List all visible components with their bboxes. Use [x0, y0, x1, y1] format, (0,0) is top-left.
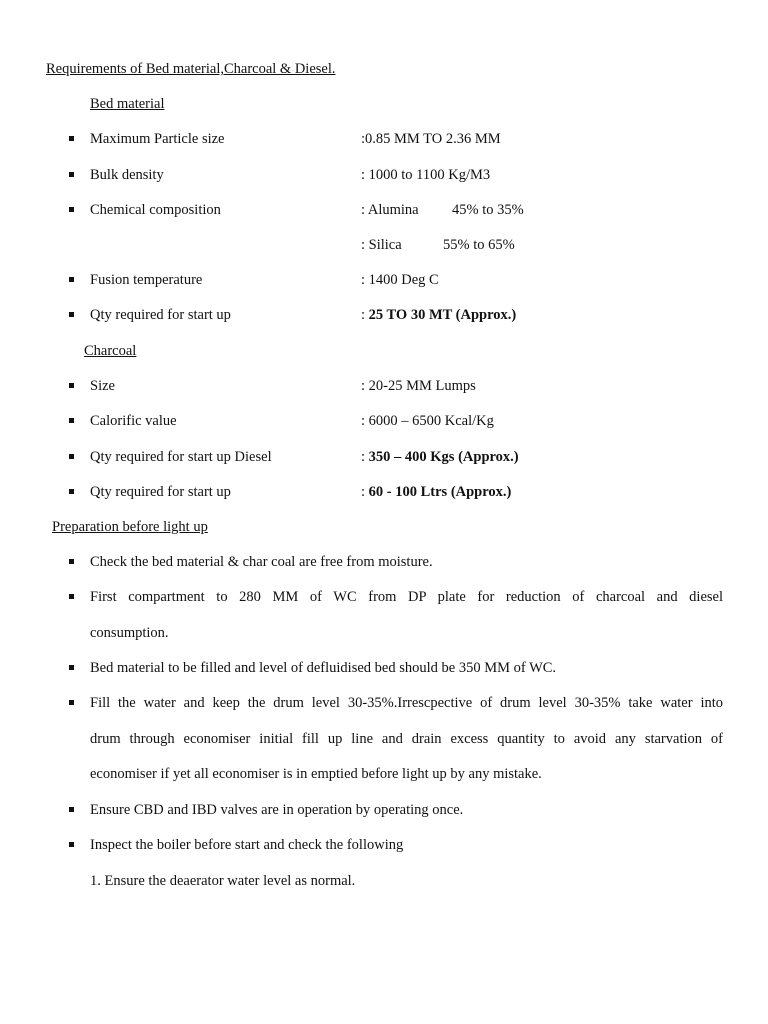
charcoal-title: Charcoal	[84, 343, 137, 359]
bullet-icon	[69, 454, 74, 459]
value-bold: 350 – 400 Kgs (Approx.)	[368, 449, 519, 465]
bullet-icon	[69, 136, 74, 141]
numbered-item: 1. Ensure the deaerator water level as normal.	[90, 873, 356, 889]
prep-item-continuation: consumption.	[90, 625, 169, 641]
charcoal-row-value: : 6000 – 6500 Kcal/Kg	[361, 413, 494, 429]
bullet-icon	[69, 172, 74, 177]
prep-item: Inspect the boiler before start and check the following	[90, 837, 404, 853]
bullet-icon	[69, 312, 74, 317]
bullet-icon	[69, 559, 74, 564]
bullet-icon	[69, 207, 74, 212]
document-heading: Requirements of Bed material,Charcoal & Diesel.	[46, 61, 336, 77]
value-prefix: :	[361, 307, 369, 323]
bullet-icon	[69, 842, 74, 847]
prep-item: Check the bed material & char coal are free from moisture.	[90, 554, 433, 570]
bullet-icon	[69, 277, 74, 282]
prep-item-continuation: drum through economiser initial fill up line and drain excess quantity to avoid any starvation of	[90, 731, 723, 747]
bullet-icon	[69, 665, 74, 670]
bed-row-label: Maximum Particle size	[90, 131, 225, 147]
bed-row-extra: 45% to 35%	[452, 202, 524, 218]
bed-row-label: Bulk density	[90, 167, 164, 183]
value-bold: 25 TO 30 MT (Approx.)	[368, 307, 517, 323]
bed-row-value: : Silica	[361, 237, 402, 253]
preparation-title: Preparation before light up	[52, 519, 208, 535]
prep-item: Bed material to be filled and level of defluidised bed should be 350 MM of WC.	[90, 660, 557, 676]
bed-row-value: : 1000 to 1100 Kg/M3	[361, 167, 491, 183]
bed-material-title: Bed material	[90, 96, 165, 112]
bed-row-label: Chemical composition	[90, 202, 221, 218]
value-bold: 60 - 100 Ltrs (Approx.)	[368, 484, 512, 500]
value-prefix: :	[361, 484, 369, 500]
bullet-icon	[69, 489, 74, 494]
prep-item: Ensure CBD and IBD valves are in operation by operating once.	[90, 802, 464, 818]
bed-row-extra: 55% to 65%	[443, 237, 515, 253]
prep-item: First compartment to 280 MM of WC from DP plate for reduction of charcoal and diesel	[90, 589, 723, 605]
bed-row-label: Qty required for start up	[90, 307, 231, 323]
charcoal-row-value	[361, 483, 511, 501]
prep-item-continuation: economiser if yet all economiser is in emptied before light up by any mistake.	[90, 766, 542, 782]
bed-row-value: : 1400 Deg C	[361, 272, 439, 288]
charcoal-row-value: : 20-25 MM Lumps	[361, 378, 476, 394]
bed-row-label: Fusion temperature	[90, 272, 203, 288]
prep-item: Fill the water and keep the drum level 30-35%.Irrescpective of drum level 30-35% take water into	[90, 695, 723, 711]
charcoal-row-label: Calorific value	[90, 413, 177, 429]
value-prefix: :	[361, 449, 369, 465]
bullet-icon	[69, 383, 74, 388]
bed-row-value: : Alumina	[361, 202, 419, 218]
bed-row-value: :0.85 MM TO 2.36 MM	[361, 131, 501, 147]
charcoal-row-value	[361, 448, 519, 466]
bullet-icon	[69, 594, 74, 599]
charcoal-row-label: Size	[90, 378, 115, 394]
bullet-icon	[69, 807, 74, 812]
charcoal-row-label: Qty required for start up Diesel	[90, 449, 272, 465]
bullet-icon	[69, 418, 74, 423]
bullet-icon	[69, 700, 74, 705]
bed-row-value	[361, 306, 516, 324]
charcoal-row-label: Qty required for start up	[90, 484, 231, 500]
